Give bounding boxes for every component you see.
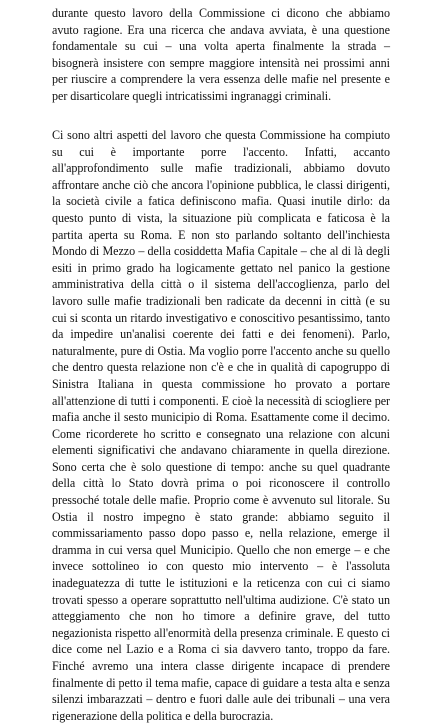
paragraph-1: durante questo lavoro della Commissione ci dicono che abbiamo avuto ragione. Era una ricerca che andava avviata, è una questione fondamentale su cui – una volta aperta finalmente la strada – bisognerà insistere con sempre maggiore intensità nei prossimi anni per riuscire a comprendere la vera essenza delle mafie nel presente e per disarticolare quegli intricatissimi ingranaggi criminali. xyxy=(52,6,390,103)
paragraph-2: Ci sono altri aspetti del lavoro che questa Commissione ha compiuto su cui è importante porre l'accento. Infatti, accanto all'approfondimento sulle mafie tradizionali, abbiamo dovuto affrontare anche ciò che ancora l'opinione pubblica, le classi dirigenti, la società civile a fatica definiscono mafia. Quasi inutile dirlo: da questo punto di vista, la situazione più complicata e faticosa è la partita aperta su Roma. E non sto parlando soltanto dell'inchiesta Mondo di Mezzo – della cosiddetta Mafia Capitale – che al di là degli esiti in primo grado ha logicamente gettato nel panico la gestione amministrativa della città o il sistema dell'accoglienza, parlo del lavoro sulle mafie tradizionali ben radicate da decenni in città (e su cui si sconta un ritardo investigativo e conoscitivo pesantissimo, tanto da impedire un'analisi coerente dei fatti e dei fenomeni). Parlo, naturalmente, pure di Ostia. Ma voglio porre l'accento anche su quello che dentro questa relazione non c'è e che in qualità di capogruppo di Sinistra Italiana in questa commissione ho provato a portare all'attenzione di tutti i componenti. E cioè la necessità di sciogliere per mafia anche il sesto municipio di Roma. Esattamente come il decimo. Come ricorderete ho scritto e consegnato una relazione con alcuni elementi significativi che andavano chiaramente in quella direzione. Sono certa che è solo questione di tempo: anche su quel quadrante della città lo Stato dovrà prima o poi riconoscere il controllo pressoché totale delle mafie. Proprio come è avvenuto sul litorale. Su Ostia il nostro impegno è stato grande: abbiamo seguito il commissariamento passo dopo passo e, nella relazione, emerge il dramma in cui versa quel Municipio. Quello che non emerge – e che invece sottolineo io con questo mio intervento – è l'assoluta inadeguatezza di tutte le istituzioni e la reticenza con cui ci siamo trovati spesso a operare soprattutto nell'ultima audizione. C'è stato un atteggiamento che non ho timore a definire grave, del tutto negazionista rispetto all'enormità della presenza criminale. E questo ci dice come nel Lazio e a Roma ci sia davvero tanto, troppo da fare. Finché avremo una intera classe dirigente incapace di prendere finalmente di petto il tema mafie, capace di guidare a testa alta e senza silenzi imbarazzati – dentro e fuori dalle aule dei tribunali – una vera rigenerazione della politica e della burocrazia. xyxy=(52,128,390,723)
